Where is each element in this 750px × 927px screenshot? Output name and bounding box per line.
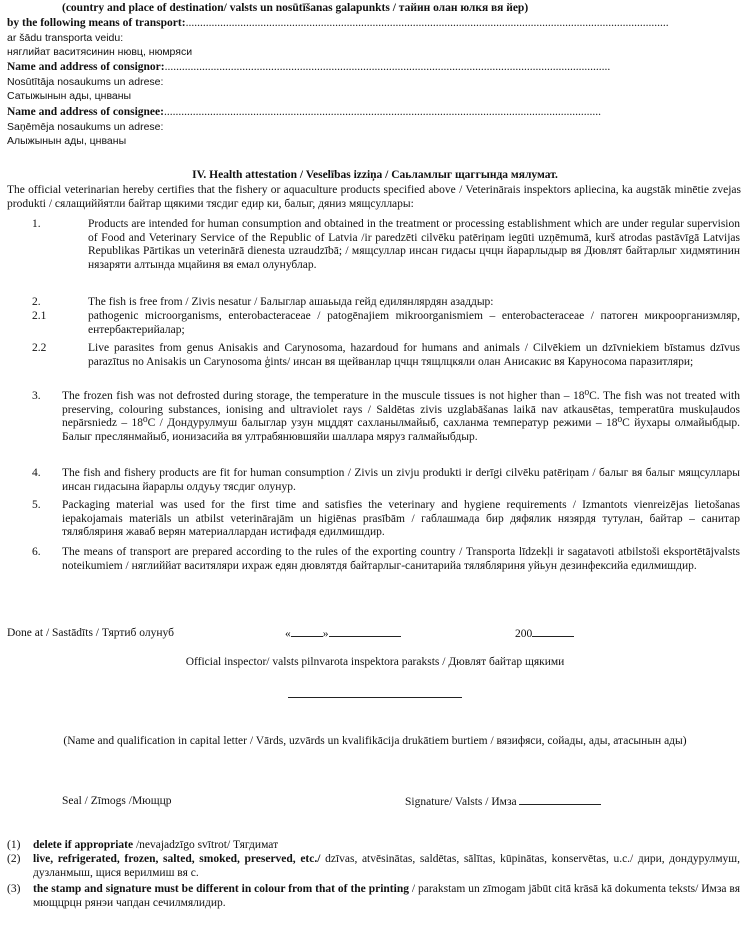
attestation-item: The fish is free from / Zivis nesatur / Балыглар ашаьыда гейд едилянлярдян азаддыр:: [88, 296, 494, 308]
year-field: 200: [515, 626, 574, 641]
item-number: 2.2: [32, 342, 47, 354]
done-at-label: Done at / Sastādīts / Тяртиб олунуб: [7, 627, 174, 639]
attestation-intro: The official veterinarian hereby certifies that the fishery or aquaculture products specified above / Veterinārais inspektors apliecina, ka augstāk minētie zvejas produkti / сялащиййятли байтар щякими тясдиг едир ки, балыг, дяниз мящсуллары:: [7, 184, 741, 210]
date-field: « »: [285, 626, 401, 641]
footnote: live, refrigerated, frozen, salted, smoked, preserved, etc./ dzīvas, atvēsinātas, saldētas, sālītas, kūpinātas, konservētas, u.c./ дири, дондурулмуш, дузланмыш, щися верилмиш вя с.: [33, 853, 740, 879]
attestation-item: The means of transport are prepared according to the rules of the exporting country / Transporta līdzekļi ir sagatavoti atbilstoši eksportētājvalsts noteikumiem / няглиййат васитяляри ихраж едян дювлятдя байтарлыг-санитарийа тялябляриня уйьун дезинфексийа едилмишдир.: [62, 546, 740, 572]
attestation-item: Products are intended for human consumption and obtained in the treatment or processing establishment which are under regular supervision of Food and Veterinary Service of the Republic of Latvia /ir paredzēti cilvēku patēriņam iegūti uzņēmumā, kurš atrodas pastāvīgā Latvijas Republikas Pārtikas un veterinārā dienesta uzraudzībā; / мящсуллар инсан гидасы цчцн йарарлыдыр вя Дювлят байтарлыг хидмятинин нязаряти алтында мцайиня вя емал олунублар.: [88, 218, 740, 271]
item-number: 4.: [32, 467, 41, 479]
footnote: delete if appropriate /nevajadzīgo svītrot/ Тягдимат: [33, 839, 279, 851]
footnote-number: (3): [7, 883, 21, 895]
footnote-number: (2): [7, 853, 21, 865]
signature-label: Signature/ Valsts / Имза: [405, 794, 601, 809]
consignee-label-az: Алыжынын ады, цнваны: [7, 135, 127, 147]
name-qualification-caption: (Name and qualification in capital letter / Vārds, uzvārds un kvalifikācija drukātiem burtiem / вязифяси, сойады, ады, атасынын ады): [63, 735, 687, 747]
attestation-item: Live parasites from genus Anisakis and Carynosoma, hazardoud for humans and animals / Cilvēkiem un dzīvniekiem bīstamus dzīvus parazītus no Anisakis un Carynosoma ģints/ инсан вя щейванлар цчцн тящлцкяли олан Анисакис вя Каруносома паразитляри;: [88, 342, 740, 368]
consignor-label-lv: Nosūtītāja nosaukums un adrese:: [7, 76, 164, 88]
destination-caption: (country and place of destination/ valsts un nosūtīšanas galapunkts / тайин олан юлкя вя йер): [62, 2, 529, 14]
transport-label-lv: ar šādu transporta veidu:: [7, 32, 124, 44]
transport-label-az: няглийат васитясинин нювц, нюмряси: [7, 46, 193, 58]
item-number: 6.: [32, 546, 41, 558]
seal-label: Seal / Zīmogs /Мющцр: [62, 795, 172, 807]
consignee-label: Name and address of consignee:........................................................................................................................................................: [7, 106, 601, 118]
footnote-number: (1): [7, 839, 21, 851]
attestation-item: Packaging material was used for the first time and satisfies the veterinary and hygiene requirements / Izmantots vienreizējas lietošanas iepakojamais materiāls un atbilst veterinārajām un higiēnas prasībām / габлашмада бир дяфялик нязярдя тутулан, байтар – санитар тялябляриня жаваб верян материаллардан истифадя едилмишдир.: [62, 499, 740, 539]
item-number: 2.: [32, 296, 41, 308]
consignor-label-az: Сатыжынын ады, цнваны: [7, 90, 132, 102]
inspector-signature-line: [288, 697, 462, 698]
attestation-title: IV. Health attestation / Veselības izziņa / Саьламлыг щаггында мялумат.: [192, 169, 558, 181]
item-number: 3.: [32, 390, 41, 402]
official-inspector-caption: Official inspector/ valsts pilnvarota inspektora paraksts / Дювлят байтар щякими: [185, 656, 565, 668]
transport-label: by the following means of transport:........................................................................................................................................................................: [7, 17, 669, 29]
consignee-label-lv: Saņēmēja nosaukums un adrese:: [7, 121, 164, 133]
attestation-item: The fish and fishery products are fit for human consumption / Zivis un zivju produkti ir derīgi cilvēku patēriņam / балыг вя балыг мящсуллары инсан гидасына йарарлы олдуьу тясдиг олунур.: [62, 467, 740, 493]
footnote: the stamp and signature must be different in colour from that of the printing / parakstam un zīmogam jābūt citā krāsā kā dokumenta teksts/ Имза вя мющцрцн рянэи чапдан сечилмялидир.: [33, 883, 740, 909]
attestation-item: The frozen fish was not defrosted during storage, the temperature in the muscule tissues is not higher than – 18⁰C. The fish was not treated with preserving, colouring substances, ionising and ultraviolet rays / Saldētas zivis uzglabāšanas laikā nav atkausētas, temperatūra muskuļaudos nepārsniedz – 18⁰C / Дондурулмуш балыглар узун мцддят сахланылмайыб, сахланма температур режими – 18⁰C йухары олмайыбдыр. Балыг преслянмайыб, ионизасийа вя ултрабянювшяйи шалларa мяруз галмайыбдыр.: [62, 390, 740, 443]
item-number: 2.1: [32, 310, 47, 322]
attestation-item: pathogenic microorganisms, enterobacteraceae / patogēnajiem mikroorganismiem – enterobacteraceae / патоген микроорганизмляр, ентербактерийалар;: [88, 310, 740, 336]
item-number: 5.: [32, 499, 41, 511]
item-number: 1.: [32, 218, 41, 230]
consignor-label: Name and address of consignor:...........................................................................................................................................................: [7, 61, 611, 73]
